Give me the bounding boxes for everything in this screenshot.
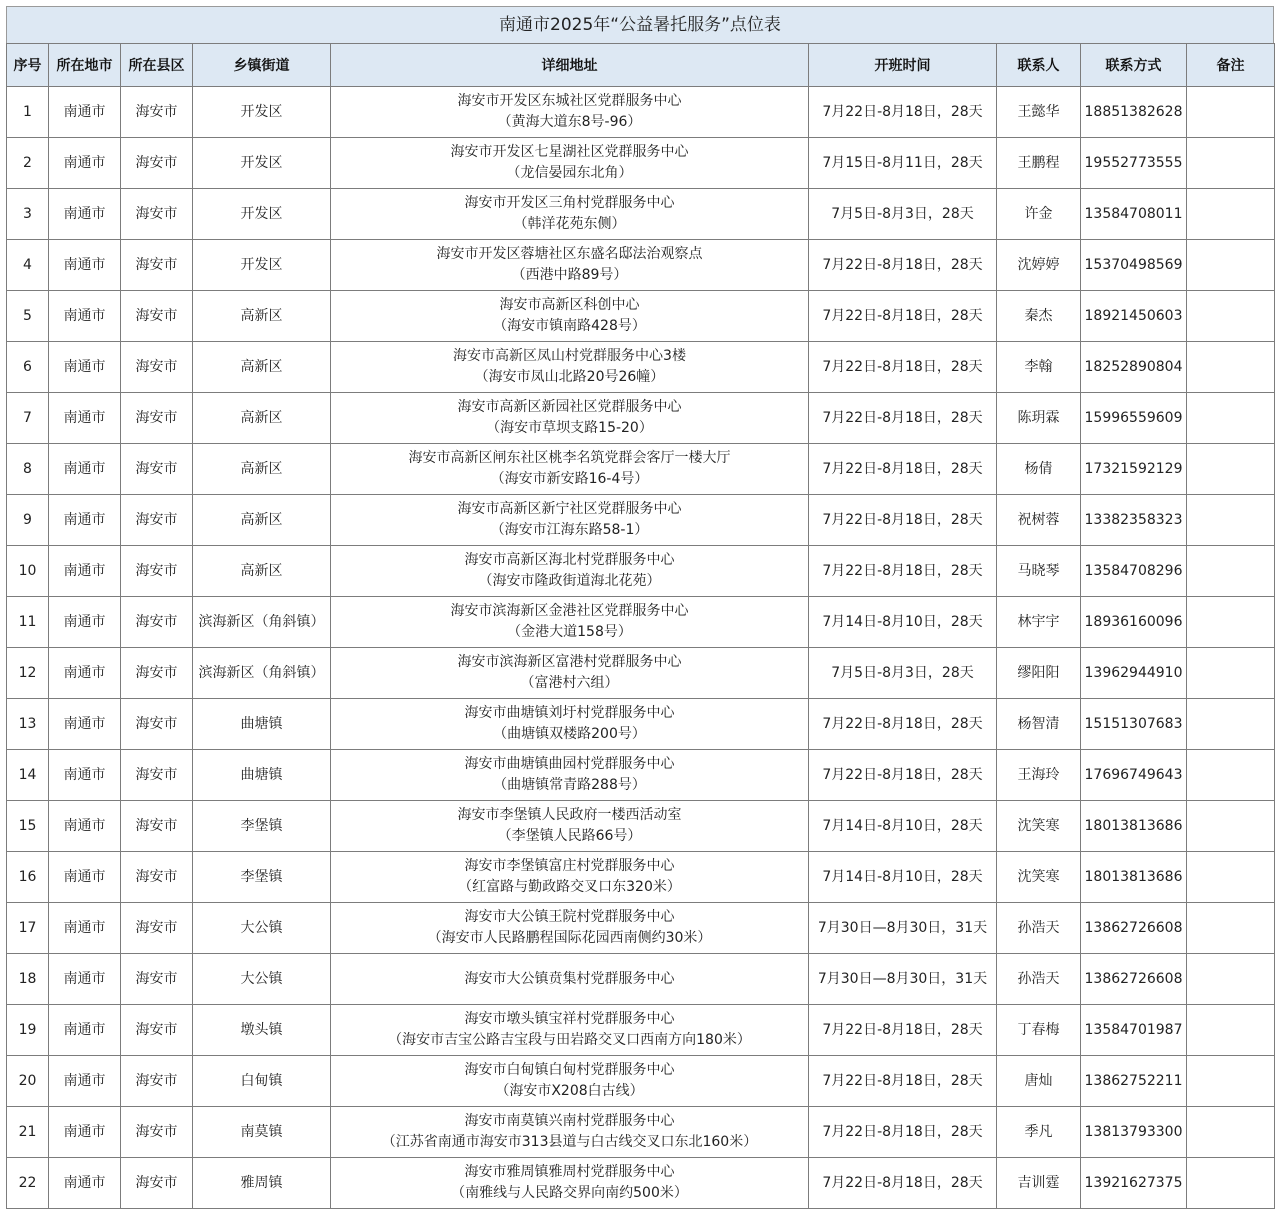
cell-no: 13 bbox=[7, 699, 49, 750]
cell-no: 4 bbox=[7, 240, 49, 291]
cell-phone: 17696749643 bbox=[1081, 750, 1187, 801]
address-line-detail: （李堡镇人民路66号） bbox=[497, 828, 642, 844]
table-row bbox=[7, 189, 1275, 240]
cell-city: 南通市 bbox=[49, 342, 121, 393]
cell-contact: 陈玥霖 bbox=[997, 393, 1081, 444]
address-line-main: 海安市高新区海北村党群服务中心 bbox=[464, 552, 675, 568]
cell-town: 李堡镇 bbox=[193, 852, 331, 903]
cell-note bbox=[1187, 87, 1275, 138]
address-line-main: 海安市南莫镇兴南村党群服务中心 bbox=[464, 1113, 675, 1129]
address-line-main: 海安市开发区三角村党群服务中心 bbox=[464, 195, 675, 211]
cell-no: 15 bbox=[7, 801, 49, 852]
cell-note bbox=[1187, 1056, 1275, 1107]
address-line-main: 海安市滨海新区富港村党群服务中心 bbox=[457, 654, 682, 670]
cell-contact: 杨倩 bbox=[997, 444, 1081, 495]
cell-county: 海安市 bbox=[121, 1005, 193, 1056]
cell-town: 白甸镇 bbox=[193, 1056, 331, 1107]
cell-time: 7月22日-8月18日，28天 bbox=[809, 291, 997, 342]
cell-note bbox=[1187, 189, 1275, 240]
cell-note bbox=[1187, 444, 1275, 495]
table-row bbox=[7, 699, 1275, 750]
cell-time: 7月22日-8月18日，28天 bbox=[809, 240, 997, 291]
cell-address bbox=[331, 801, 809, 852]
cell-contact: 沈婷婷 bbox=[997, 240, 1081, 291]
cell-note bbox=[1187, 1158, 1275, 1209]
cell-phone: 17321592129 bbox=[1081, 444, 1187, 495]
cell-town: 曲塘镇 bbox=[193, 699, 331, 750]
cell-city: 南通市 bbox=[49, 954, 121, 1005]
cell-county: 海安市 bbox=[121, 597, 193, 648]
cell-phone: 18013813686 bbox=[1081, 852, 1187, 903]
cell-contact: 吉训霆 bbox=[997, 1158, 1081, 1209]
cell-no: 2 bbox=[7, 138, 49, 189]
cell-town: 南莫镇 bbox=[193, 1107, 331, 1158]
cell-note bbox=[1187, 954, 1275, 1005]
table-row bbox=[7, 495, 1275, 546]
cell-time: 7月22日-8月18日，28天 bbox=[809, 342, 997, 393]
table-row bbox=[7, 1056, 1275, 1107]
address-line-main: 海安市开发区七星湖社区党群服务中心 bbox=[450, 144, 689, 160]
address-line-main: 海安市曲塘镇刘圩村党群服务中心 bbox=[464, 705, 675, 721]
cell-town: 滨海新区（角斜镇） bbox=[193, 597, 331, 648]
cell-no: 3 bbox=[7, 189, 49, 240]
cell-contact: 林宇宇 bbox=[997, 597, 1081, 648]
cell-address bbox=[331, 954, 809, 1005]
address-line-main: 海安市曲塘镇曲园村党群服务中心 bbox=[464, 756, 675, 772]
cell-time: 7月5日-8月3日，28天 bbox=[809, 648, 997, 699]
cell-note bbox=[1187, 597, 1275, 648]
cell-phone: 13584708296 bbox=[1081, 546, 1187, 597]
table-row bbox=[7, 138, 1275, 189]
cell-city: 南通市 bbox=[49, 87, 121, 138]
address-line-main: 海安市大公镇贲集村党群服务中心 bbox=[464, 970, 675, 987]
cell-address bbox=[331, 1056, 809, 1107]
cell-county: 海安市 bbox=[121, 699, 193, 750]
cell-town: 开发区 bbox=[193, 138, 331, 189]
cell-county: 海安市 bbox=[121, 852, 193, 903]
cell-phone: 19552773555 bbox=[1081, 138, 1187, 189]
schedule-sheet bbox=[6, 6, 1274, 1209]
address-line-detail: （海安市凤山北路20号26幢） bbox=[474, 369, 665, 385]
cell-address bbox=[331, 189, 809, 240]
cell-contact: 杨智清 bbox=[997, 699, 1081, 750]
address-line-detail: （海安市草坝支路15-20） bbox=[486, 420, 653, 436]
table-row bbox=[7, 1158, 1275, 1209]
cell-phone: 13862726608 bbox=[1081, 954, 1187, 1005]
cell-contact: 许金 bbox=[997, 189, 1081, 240]
cell-no: 20 bbox=[7, 1056, 49, 1107]
cell-time: 7月14日-8月10日，28天 bbox=[809, 801, 997, 852]
cell-no: 8 bbox=[7, 444, 49, 495]
cell-county: 海安市 bbox=[121, 444, 193, 495]
cell-county: 海安市 bbox=[121, 1107, 193, 1158]
cell-contact: 王海玲 bbox=[997, 750, 1081, 801]
table-row bbox=[7, 903, 1275, 954]
cell-phone: 13921627375 bbox=[1081, 1158, 1187, 1209]
cell-city: 南通市 bbox=[49, 1158, 121, 1209]
address-line-detail: （海安市江海东路58-1） bbox=[490, 522, 649, 538]
cell-note bbox=[1187, 291, 1275, 342]
cell-time: 7月22日-8月18日，28天 bbox=[809, 444, 997, 495]
cell-note bbox=[1187, 699, 1275, 750]
cell-county: 海安市 bbox=[121, 240, 193, 291]
cell-time: 7月5日-8月3日，28天 bbox=[809, 189, 997, 240]
cell-town: 雅周镇 bbox=[193, 1158, 331, 1209]
cell-no: 9 bbox=[7, 495, 49, 546]
cell-time: 7月30日—8月30日，31天 bbox=[809, 903, 997, 954]
table-row bbox=[7, 954, 1275, 1005]
header-contact: 联系人 bbox=[997, 44, 1081, 87]
cell-no: 1 bbox=[7, 87, 49, 138]
address-line-detail: （海安市X208白古线） bbox=[495, 1083, 644, 1099]
address-line-detail: （西港中路89号） bbox=[511, 267, 628, 283]
cell-town: 开发区 bbox=[193, 87, 331, 138]
cell-address bbox=[331, 903, 809, 954]
address-line-main: 海安市开发区蓉塘社区东盛名邸法治观察点 bbox=[436, 246, 703, 262]
cell-time: 7月14日-8月10日，28天 bbox=[809, 852, 997, 903]
cell-address bbox=[331, 240, 809, 291]
cell-town: 曲塘镇 bbox=[193, 750, 331, 801]
cell-address bbox=[331, 750, 809, 801]
cell-time: 7月22日-8月18日，28天 bbox=[809, 1005, 997, 1056]
cell-city: 南通市 bbox=[49, 648, 121, 699]
address-line-detail: （龙信晏园东北角） bbox=[506, 165, 633, 181]
cell-no: 21 bbox=[7, 1107, 49, 1158]
header-address: 详细地址 bbox=[331, 44, 809, 87]
address-line-detail: （海安市隆政街道海北花苑） bbox=[478, 573, 661, 589]
table-row bbox=[7, 1005, 1275, 1056]
cell-no: 22 bbox=[7, 1158, 49, 1209]
address-line-main: 海安市高新区新园社区党群服务中心 bbox=[457, 399, 682, 415]
table-row bbox=[7, 291, 1275, 342]
cell-time: 7月30日—8月30日，31天 bbox=[809, 954, 997, 1005]
cell-city: 南通市 bbox=[49, 903, 121, 954]
cell-county: 海安市 bbox=[121, 903, 193, 954]
cell-county: 海安市 bbox=[121, 801, 193, 852]
table-title: 南通市2025年“公益暑托服务”点位表 bbox=[6, 6, 1274, 43]
address-line-main: 海安市高新区闸东社区桃李名筑党群会客厅一楼大厅 bbox=[408, 450, 731, 466]
table-row bbox=[7, 801, 1275, 852]
cell-time: 7月22日-8月18日，28天 bbox=[809, 546, 997, 597]
cell-phone: 13862752211 bbox=[1081, 1056, 1187, 1107]
cell-address bbox=[331, 852, 809, 903]
header-phone: 联系方式 bbox=[1081, 44, 1187, 87]
address-line-main: 海安市白甸镇白甸村党群服务中心 bbox=[464, 1062, 675, 1078]
table-row bbox=[7, 444, 1275, 495]
cell-city: 南通市 bbox=[49, 291, 121, 342]
cell-contact: 沈笑寒 bbox=[997, 801, 1081, 852]
cell-note bbox=[1187, 546, 1275, 597]
cell-note bbox=[1187, 1005, 1275, 1056]
cell-phone: 13382358323 bbox=[1081, 495, 1187, 546]
cell-note bbox=[1187, 801, 1275, 852]
cell-town: 高新区 bbox=[193, 444, 331, 495]
address-line-main: 海安市李堡镇人民政府一楼西活动室 bbox=[457, 807, 682, 823]
header-row bbox=[7, 44, 1275, 87]
cell-no: 18 bbox=[7, 954, 49, 1005]
cell-town: 高新区 bbox=[193, 342, 331, 393]
address-line-main: 海安市高新区新宁社区党群服务中心 bbox=[457, 501, 682, 517]
cell-contact: 孙浩天 bbox=[997, 903, 1081, 954]
cell-time: 7月22日-8月18日，28天 bbox=[809, 495, 997, 546]
cell-town: 滨海新区（角斜镇） bbox=[193, 648, 331, 699]
address-line-detail: （富港村六组） bbox=[520, 675, 619, 691]
cell-town: 高新区 bbox=[193, 546, 331, 597]
cell-city: 南通市 bbox=[49, 1107, 121, 1158]
cell-note bbox=[1187, 342, 1275, 393]
cell-contact: 马晓琴 bbox=[997, 546, 1081, 597]
cell-note bbox=[1187, 495, 1275, 546]
cell-no: 19 bbox=[7, 1005, 49, 1056]
cell-city: 南通市 bbox=[49, 801, 121, 852]
cell-address bbox=[331, 1005, 809, 1056]
cell-contact: 唐灿 bbox=[997, 1056, 1081, 1107]
address-line-detail: （韩洋花苑东侧） bbox=[513, 216, 626, 232]
cell-note bbox=[1187, 1107, 1275, 1158]
cell-county: 海安市 bbox=[121, 1056, 193, 1107]
cell-phone: 15996559609 bbox=[1081, 393, 1187, 444]
cell-phone: 15370498569 bbox=[1081, 240, 1187, 291]
cell-town: 高新区 bbox=[193, 291, 331, 342]
cell-contact: 秦杰 bbox=[997, 291, 1081, 342]
cell-city: 南通市 bbox=[49, 1056, 121, 1107]
table-row bbox=[7, 852, 1275, 903]
address-line-main: 海安市高新区科创中心 bbox=[499, 297, 640, 313]
cell-city: 南通市 bbox=[49, 546, 121, 597]
cell-town: 大公镇 bbox=[193, 903, 331, 954]
address-line-detail: （海安市吉宝公路吉宝段与田岩路交叉口西南方向180米） bbox=[388, 1032, 751, 1048]
cell-time: 7月14日-8月10日，28天 bbox=[809, 597, 997, 648]
cell-phone: 13584701987 bbox=[1081, 1005, 1187, 1056]
cell-address bbox=[331, 495, 809, 546]
header-city: 所在地市 bbox=[49, 44, 121, 87]
cell-town: 高新区 bbox=[193, 495, 331, 546]
cell-time: 7月22日-8月18日，28天 bbox=[809, 393, 997, 444]
cell-county: 海安市 bbox=[121, 342, 193, 393]
address-line-detail: （红富路与勤政路交叉口东320米） bbox=[458, 879, 681, 895]
table-row bbox=[7, 750, 1275, 801]
table-row bbox=[7, 240, 1275, 291]
cell-no: 5 bbox=[7, 291, 49, 342]
cell-county: 海安市 bbox=[121, 648, 193, 699]
cell-note bbox=[1187, 903, 1275, 954]
cell-city: 南通市 bbox=[49, 189, 121, 240]
cell-no: 17 bbox=[7, 903, 49, 954]
cell-contact: 孙浩天 bbox=[997, 954, 1081, 1005]
address-line-main: 海安市墩头镇宝祥村党群服务中心 bbox=[464, 1011, 675, 1027]
cell-address bbox=[331, 597, 809, 648]
cell-phone: 18851382628 bbox=[1081, 87, 1187, 138]
cell-city: 南通市 bbox=[49, 750, 121, 801]
cell-phone: 18252890804 bbox=[1081, 342, 1187, 393]
table-row bbox=[7, 648, 1275, 699]
cell-note bbox=[1187, 648, 1275, 699]
cell-contact: 丁春梅 bbox=[997, 1005, 1081, 1056]
cell-time: 7月22日-8月18日，28天 bbox=[809, 1158, 997, 1209]
header-no: 序号 bbox=[7, 44, 49, 87]
cell-county: 海安市 bbox=[121, 87, 193, 138]
table-row bbox=[7, 597, 1275, 648]
cell-city: 南通市 bbox=[49, 699, 121, 750]
header-county: 所在县区 bbox=[121, 44, 193, 87]
cell-city: 南通市 bbox=[49, 240, 121, 291]
table-row bbox=[7, 546, 1275, 597]
cell-phone: 18013813686 bbox=[1081, 801, 1187, 852]
cell-address bbox=[331, 1158, 809, 1209]
address-line-detail: （海安市人民路鹏程国际花园西南侧约30米） bbox=[427, 930, 712, 946]
address-line-detail: （南雅线与人民路交界向南约500米） bbox=[451, 1185, 688, 1201]
cell-town: 开发区 bbox=[193, 240, 331, 291]
header-note: 备注 bbox=[1187, 44, 1275, 87]
cell-no: 11 bbox=[7, 597, 49, 648]
cell-county: 海安市 bbox=[121, 750, 193, 801]
address-line-detail: （金港大道158号） bbox=[507, 624, 632, 640]
cell-city: 南通市 bbox=[49, 852, 121, 903]
cell-note bbox=[1187, 138, 1275, 189]
cell-contact: 沈笑寒 bbox=[997, 852, 1081, 903]
header-town: 乡镇街道 bbox=[193, 44, 331, 87]
cell-city: 南通市 bbox=[49, 495, 121, 546]
cell-no: 6 bbox=[7, 342, 49, 393]
cell-time: 7月15日-8月11日，28天 bbox=[809, 138, 997, 189]
address-line-detail: （海安市新安路16-4号） bbox=[490, 471, 649, 487]
cell-note bbox=[1187, 750, 1275, 801]
cell-county: 海安市 bbox=[121, 291, 193, 342]
cell-county: 海安市 bbox=[121, 138, 193, 189]
address-line-main: 海安市李堡镇富庄村党群服务中心 bbox=[464, 858, 675, 874]
cell-town: 高新区 bbox=[193, 393, 331, 444]
address-line-main: 海安市雅周镇雅周村党群服务中心 bbox=[464, 1164, 675, 1180]
cell-contact: 祝树蓉 bbox=[997, 495, 1081, 546]
location-table bbox=[6, 43, 1275, 1209]
cell-address bbox=[331, 444, 809, 495]
address-line-detail: （海安市镇南路428号） bbox=[493, 318, 646, 334]
cell-contact: 季凡 bbox=[997, 1107, 1081, 1158]
cell-time: 7月22日-8月18日，28天 bbox=[809, 1107, 997, 1158]
table-row bbox=[7, 1107, 1275, 1158]
address-line-detail: （曲塘镇常青路288号） bbox=[493, 777, 646, 793]
cell-town: 李堡镇 bbox=[193, 801, 331, 852]
cell-city: 南通市 bbox=[49, 444, 121, 495]
address-line-main: 海安市开发区东城社区党群服务中心 bbox=[457, 93, 682, 109]
cell-time: 7月22日-8月18日，28天 bbox=[809, 87, 997, 138]
cell-county: 海安市 bbox=[121, 546, 193, 597]
cell-time: 7月22日-8月18日，28天 bbox=[809, 1056, 997, 1107]
cell-county: 海安市 bbox=[121, 954, 193, 1005]
cell-address bbox=[331, 291, 809, 342]
cell-note bbox=[1187, 240, 1275, 291]
cell-city: 南通市 bbox=[49, 1005, 121, 1056]
address-line-detail: （曲塘镇双楼路200号） bbox=[493, 726, 646, 742]
cell-county: 海安市 bbox=[121, 495, 193, 546]
cell-contact: 王懿华 bbox=[997, 87, 1081, 138]
address-line-detail: （江苏省南通市海安市313县道与白古线交叉口东北160米） bbox=[381, 1134, 758, 1150]
cell-phone: 13813793300 bbox=[1081, 1107, 1187, 1158]
cell-note bbox=[1187, 393, 1275, 444]
cell-no: 12 bbox=[7, 648, 49, 699]
table-row bbox=[7, 87, 1275, 138]
cell-no: 16 bbox=[7, 852, 49, 903]
table-row bbox=[7, 393, 1275, 444]
cell-phone: 13862726608 bbox=[1081, 903, 1187, 954]
cell-address bbox=[331, 393, 809, 444]
cell-address bbox=[331, 1107, 809, 1158]
cell-town: 开发区 bbox=[193, 189, 331, 240]
cell-note bbox=[1187, 852, 1275, 903]
cell-no: 7 bbox=[7, 393, 49, 444]
address-line-detail: （黄海大道东8号-96） bbox=[497, 114, 642, 130]
cell-address bbox=[331, 87, 809, 138]
cell-time: 7月22日-8月18日，28天 bbox=[809, 699, 997, 750]
table-row bbox=[7, 342, 1275, 393]
address-line-main: 海安市滨海新区金港社区党群服务中心 bbox=[450, 603, 689, 619]
cell-county: 海安市 bbox=[121, 189, 193, 240]
cell-contact: 缪阳阳 bbox=[997, 648, 1081, 699]
cell-phone: 18921450603 bbox=[1081, 291, 1187, 342]
cell-contact: 王鹏程 bbox=[997, 138, 1081, 189]
cell-county: 海安市 bbox=[121, 1158, 193, 1209]
address-line-main: 海安市高新区凤山村党群服务中心3楼 bbox=[453, 348, 686, 364]
cell-address bbox=[331, 699, 809, 750]
cell-city: 南通市 bbox=[49, 597, 121, 648]
cell-city: 南通市 bbox=[49, 393, 121, 444]
cell-city: 南通市 bbox=[49, 138, 121, 189]
cell-phone: 18936160096 bbox=[1081, 597, 1187, 648]
cell-address bbox=[331, 138, 809, 189]
cell-contact: 李翰 bbox=[997, 342, 1081, 393]
cell-phone: 15151307683 bbox=[1081, 699, 1187, 750]
cell-address bbox=[331, 648, 809, 699]
table-body bbox=[7, 87, 1275, 1209]
cell-no: 14 bbox=[7, 750, 49, 801]
header-time: 开班时间 bbox=[809, 44, 997, 87]
cell-phone: 13584708011 bbox=[1081, 189, 1187, 240]
address-line-main: 海安市大公镇王院村党群服务中心 bbox=[464, 909, 675, 925]
cell-address bbox=[331, 546, 809, 597]
cell-no: 10 bbox=[7, 546, 49, 597]
cell-address bbox=[331, 342, 809, 393]
cell-town: 大公镇 bbox=[193, 954, 331, 1005]
cell-phone: 13962944910 bbox=[1081, 648, 1187, 699]
cell-county: 海安市 bbox=[121, 393, 193, 444]
cell-town: 墩头镇 bbox=[193, 1005, 331, 1056]
cell-time: 7月22日-8月18日，28天 bbox=[809, 750, 997, 801]
